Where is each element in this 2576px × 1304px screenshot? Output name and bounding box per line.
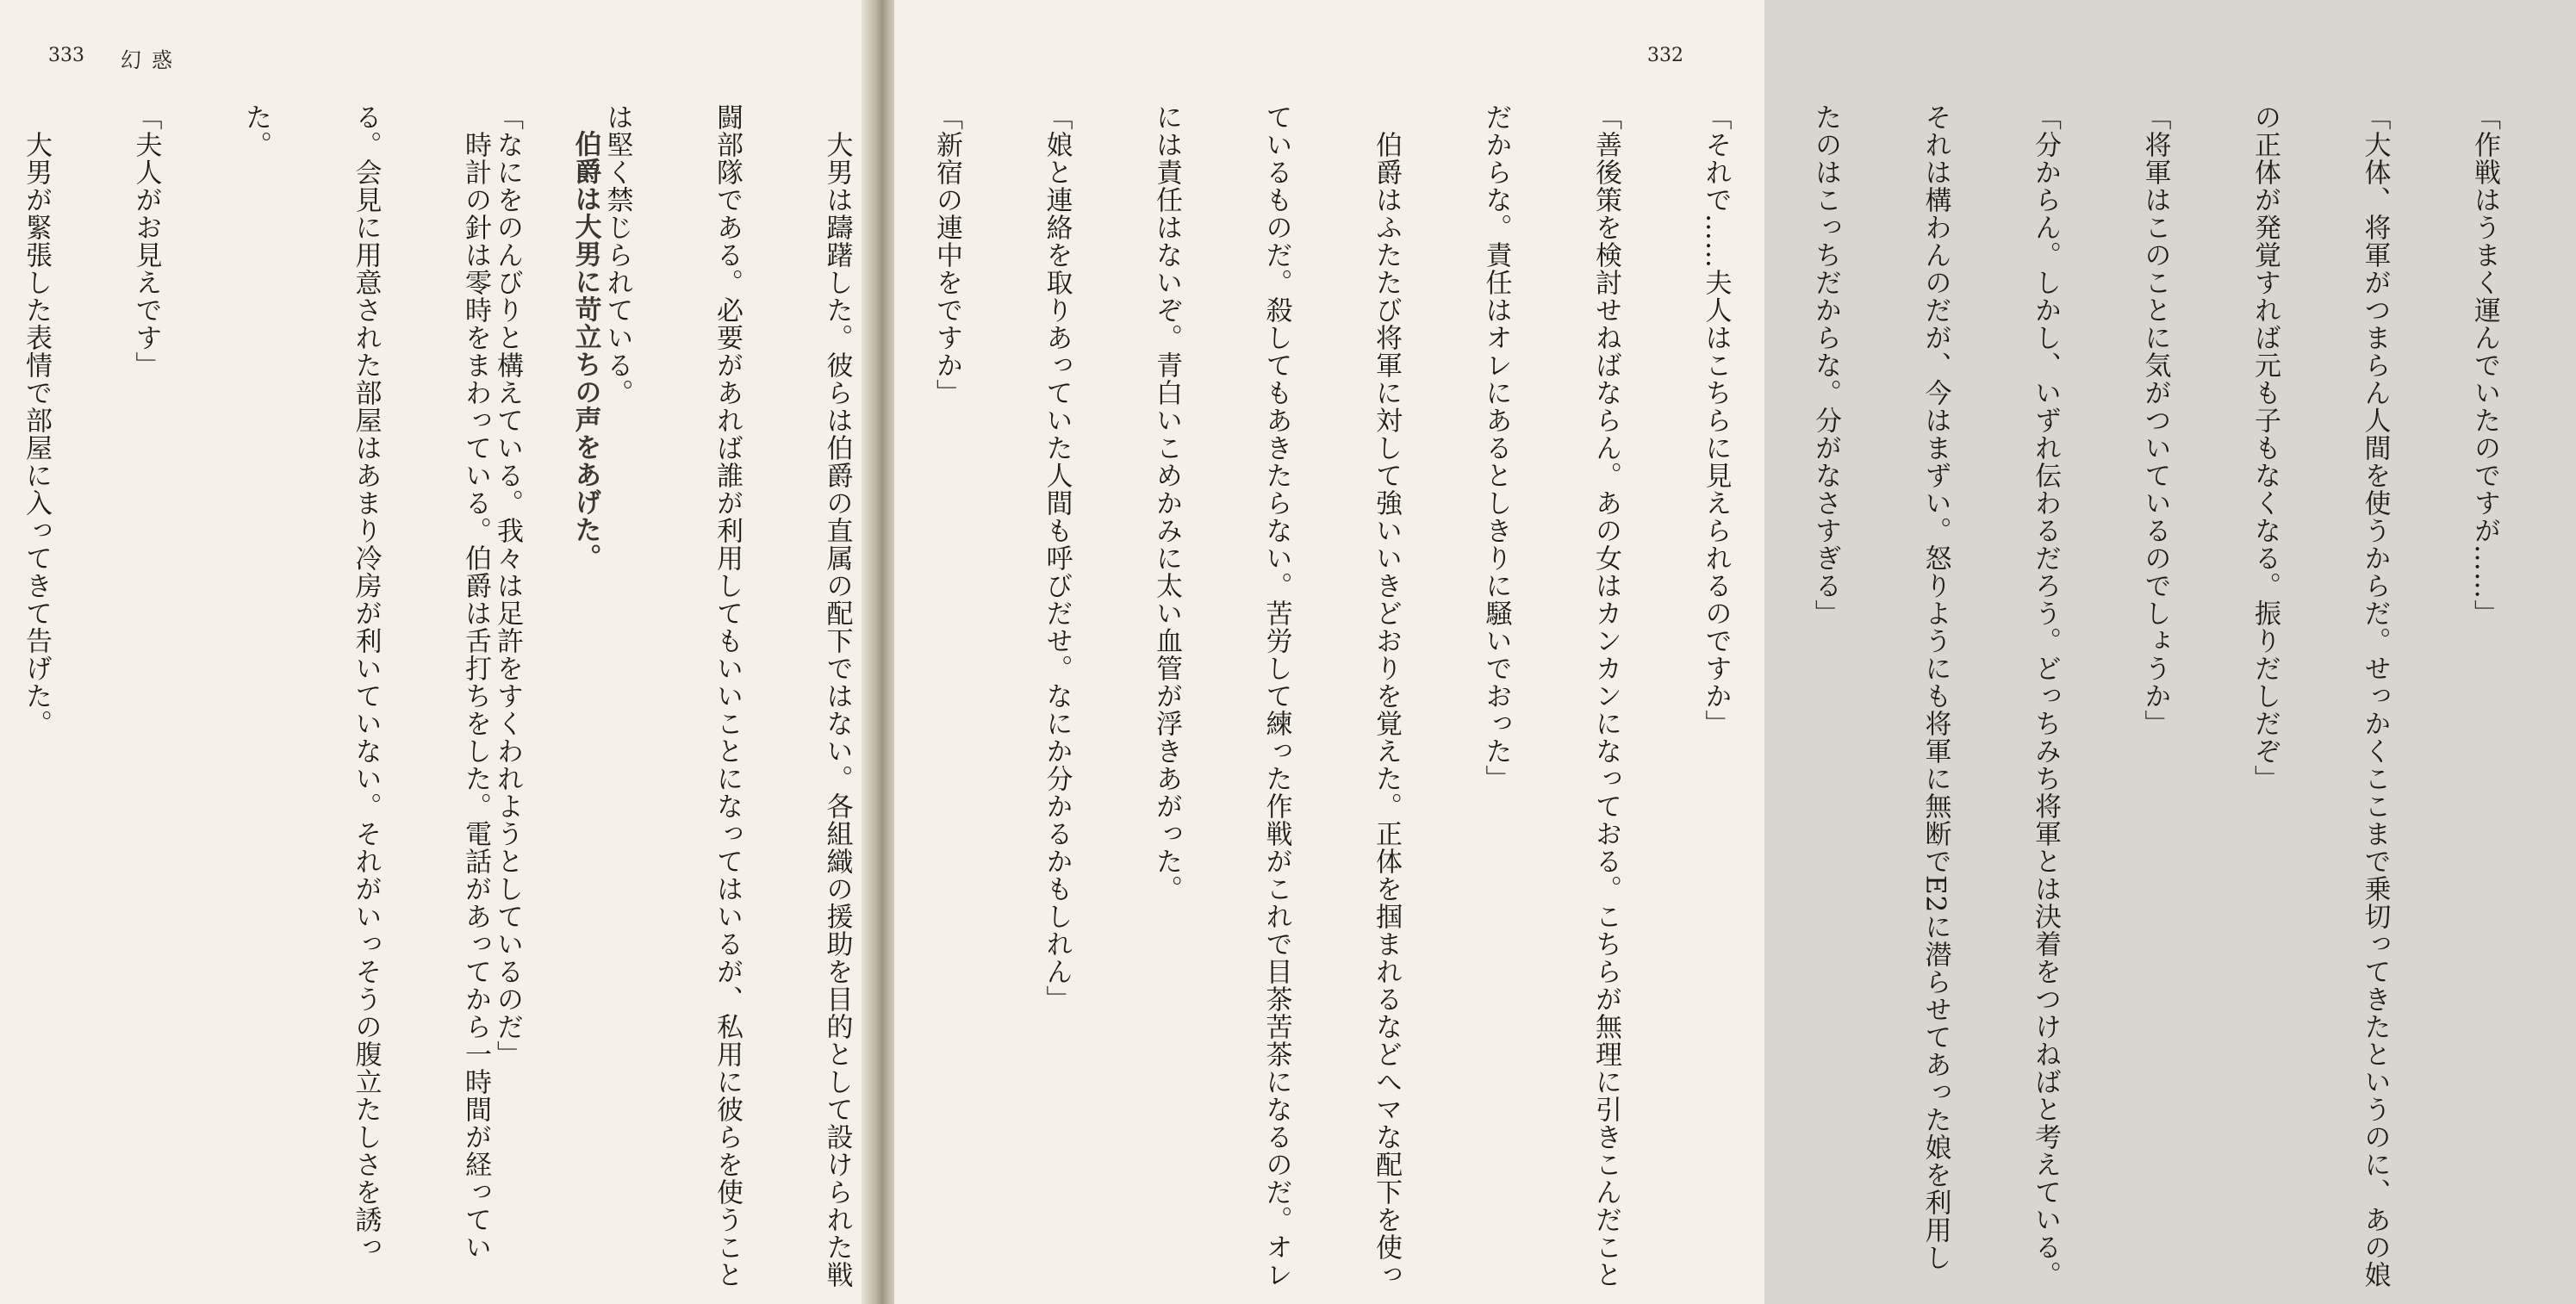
- text-line: 伯爵は大男に苛立ちの声をあげた。: [569, 130, 601, 571]
- text-line: 伯爵はふたたび将軍に対して強いいきどおりを覚えた。正体を掴まれるなどへマな配下を使っ: [1371, 103, 1402, 1288]
- text-line: 「将軍はこのことに気がついているのでしょうか」: [2139, 103, 2171, 737]
- text-line: 「なにをのんびりと構えている。我々は足許をすくわれようとしているのだ」: [492, 103, 523, 1068]
- text-line: には責任はないぞ。青白いこめかみに太い血管が浮きあがった。: [1151, 103, 1182, 903]
- text-line: た。: [240, 103, 271, 158]
- text-line: 「夫人がお見えです」: [130, 103, 162, 379]
- text-line: 「大体、将軍がつまらん人間を使うからだ。せっかくここまで乗切ってきたというのに、あの娘: [2359, 103, 2391, 1288]
- text-line: 「作戦はうまく運んでいたのですが……」: [2469, 103, 2500, 627]
- text-line: は堅く禁じられている。: [601, 103, 633, 407]
- text-line: る。会見に用意された部屋はあまり冷房が利いていない。それがいっそうの腹立たしさを誘っ: [350, 103, 382, 1261]
- text-line: 大男は躊躇した。彼らは伯爵の直属の配下ではない。各組織の援助を目的として設けられた戦: [821, 103, 853, 1288]
- text-line: 時計の針は零時をまわっている。伯爵は舌打ちをした。電話があってから一時間が経ってい: [460, 103, 491, 1261]
- text-line: 「新宿の連中をですか」: [931, 103, 962, 407]
- text-line: だからな。責任はオレにあるとしきりに騒いでおった」: [1480, 103, 1512, 792]
- text-line: 「娘と連絡を取りあっていた人間も呼びだせ。なにか分かるかもしれん」: [1041, 103, 1073, 1013]
- text-line: それは構わんのだが、今はまずい。怒りようにも将軍に無断でE2に潜らせてあった娘を利用し: [1920, 103, 1951, 1272]
- text-line: 「それで……夫人はこちらに見えられるのですか」: [1700, 103, 1732, 737]
- text-line: ているものだ。殺してもあきたらない。苦労して練った作戦がこれで目茶苦茶になるのだ。オレ: [1260, 103, 1292, 1288]
- text-line: の正体が発覚すれば元も子もなくなる。振りだしだぞ」: [2249, 103, 2280, 792]
- text-line: 大男が緊張した表情で部屋に入ってきて告げた。: [21, 103, 52, 737]
- text-line: 「善後策を検討せねばならん。あの女はカンカンになっておる。こちらが無理に引きこんだこと: [1590, 103, 1621, 1288]
- page-number-left: 333: [48, 45, 84, 66]
- running-head: 幻惑: [121, 48, 183, 72]
- page-number-right: 332: [1647, 45, 1683, 66]
- text-line: たのはこっちだからな。分がなさすぎる」: [1810, 103, 1841, 627]
- text-line: 「分からん。しかし、いずれ伝わるだろう。どっちみち将軍とは決着をつけねばと考えている。: [2030, 103, 2061, 1288]
- text-line: 闘部隊である。必要があれば誰が利用してもいいことになってはいるが、私用に彼らを使うこと: [712, 103, 743, 1288]
